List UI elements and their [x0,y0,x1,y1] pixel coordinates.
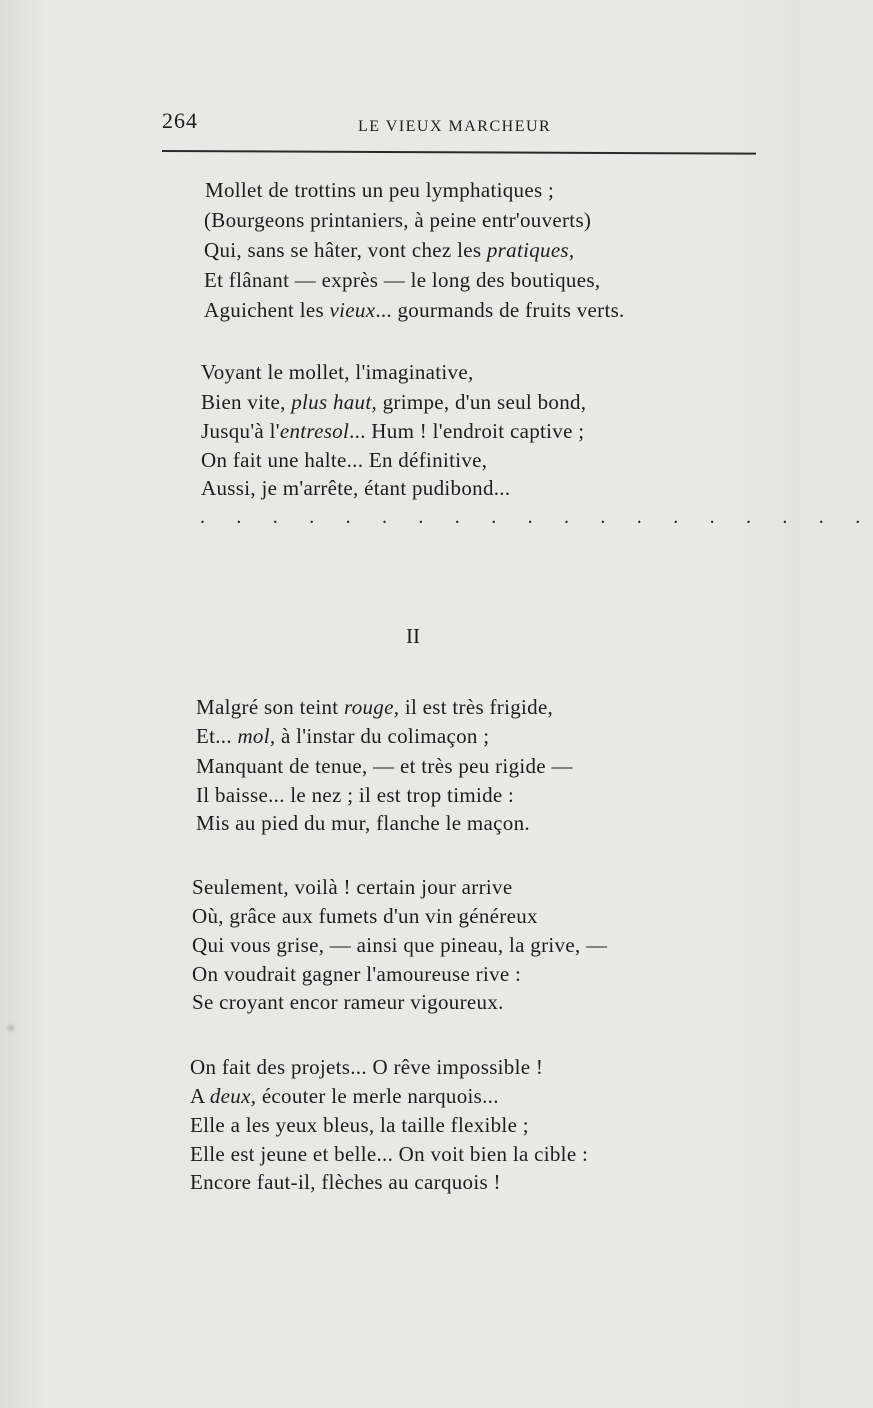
running-title: LE VIEUX MARCHEUR [358,118,552,135]
verse-line [204,266,600,294]
text-run: Encore faut-il, flèches au carquois ! [190,1170,501,1194]
text-run: ... Hum ! l'endroit captive ; [349,419,585,443]
text-run: Qui, sans se hâter, vont chez les [204,238,487,262]
text-run: Et flânant — exprès — le long des boutiques, [204,268,601,292]
verse-line [196,809,530,837]
section-numeral: II [406,624,420,648]
verse-line [192,960,521,988]
text-run: Où, grâce aux fumets d'un vin généreux [192,904,538,928]
verse-line [192,931,607,959]
verse-line [204,236,574,264]
text-run: Bien vite, [201,390,292,414]
italic-run: mol, [237,724,276,748]
header-rule [162,150,756,155]
text-run: grimpe, d'un seul bond, [377,390,587,414]
text-run: Elle est jeune et belle... On voit bien la cible : [190,1142,589,1166]
verse-line [190,1111,529,1139]
verse-line [201,388,586,416]
paper-blemish [6,1022,16,1034]
italic-run: entresol [279,419,350,443]
text-run: (Bourgeons printaniers, à peine entr'ouverts) [204,208,592,232]
italic-run: rouge, [344,695,400,719]
text-run: Il baisse... le nez ; il est trop timide : [196,783,515,807]
verse-line [192,873,512,901]
text-run: Voyant le mollet, l'imaginative, [201,360,474,384]
italic-run: vieux [329,298,376,322]
ellipsis-row: . . . . . . . . . . . . . . . . . . . [200,506,873,528]
verse-line [190,1140,588,1168]
text-run: On fait une halte... En définitive, [201,448,488,472]
verse-line [196,752,573,780]
text-run: Elle a les yeux bleus, la taille flexible ; [190,1113,529,1137]
text-run: il est très frigide, [399,695,554,719]
text-run: Jusqu'à l' [201,419,280,443]
verse-line [190,1168,501,1196]
text-run: ... gourmands de fruits verts. [375,298,625,322]
verse-line [201,358,474,386]
text-run: A [190,1084,210,1108]
text-run: à l'instar du colimaçon ; [275,724,490,748]
text-run: Malgré son teint [196,695,344,719]
text-run: écouter le merle narquois... [256,1084,499,1108]
verse-line [190,1053,543,1081]
text-run: Se croyant encor rameur vigoureux. [192,990,504,1014]
verse-line [201,474,510,502]
text-run: Aguichent les [204,298,330,322]
text-run: Manquant de tenue, — et très peu rigide — [196,754,573,778]
italic-run: plus haut, [291,390,378,414]
text-run: Qui vous grise, — ainsi que pineau, la grive, — [192,933,608,957]
text-run: Mis au pied du mur, flanche le maçon. [196,811,530,835]
text-run: On fait des projets... O rêve impossible ! [190,1055,544,1079]
verse-line [192,902,538,930]
italic-run: pratiques, [486,238,575,262]
text-run: Seulement, voilà ! certain jour arrive [192,875,513,899]
verse-line [201,446,487,474]
verse-line [205,176,554,204]
verse-line [190,1082,499,1110]
verse-line [192,988,504,1016]
text-run: On voudrait gagner l'amoureuse rive : [192,962,522,986]
verse-line [196,722,489,750]
text-run: Aussi, je m'arrête, étant pudibond... [201,476,511,500]
verse-line [196,781,514,809]
verse-line [196,693,553,721]
text-run: Et... [196,724,238,748]
page-header [162,108,756,148]
text-run: Mollet de trottins un peu lymphatiques ; [205,178,555,202]
verse-line [201,417,584,445]
verse-line [204,206,591,234]
verse-line [204,296,625,324]
page-number: 264 [162,108,198,133]
italic-run: deux, [209,1084,257,1108]
